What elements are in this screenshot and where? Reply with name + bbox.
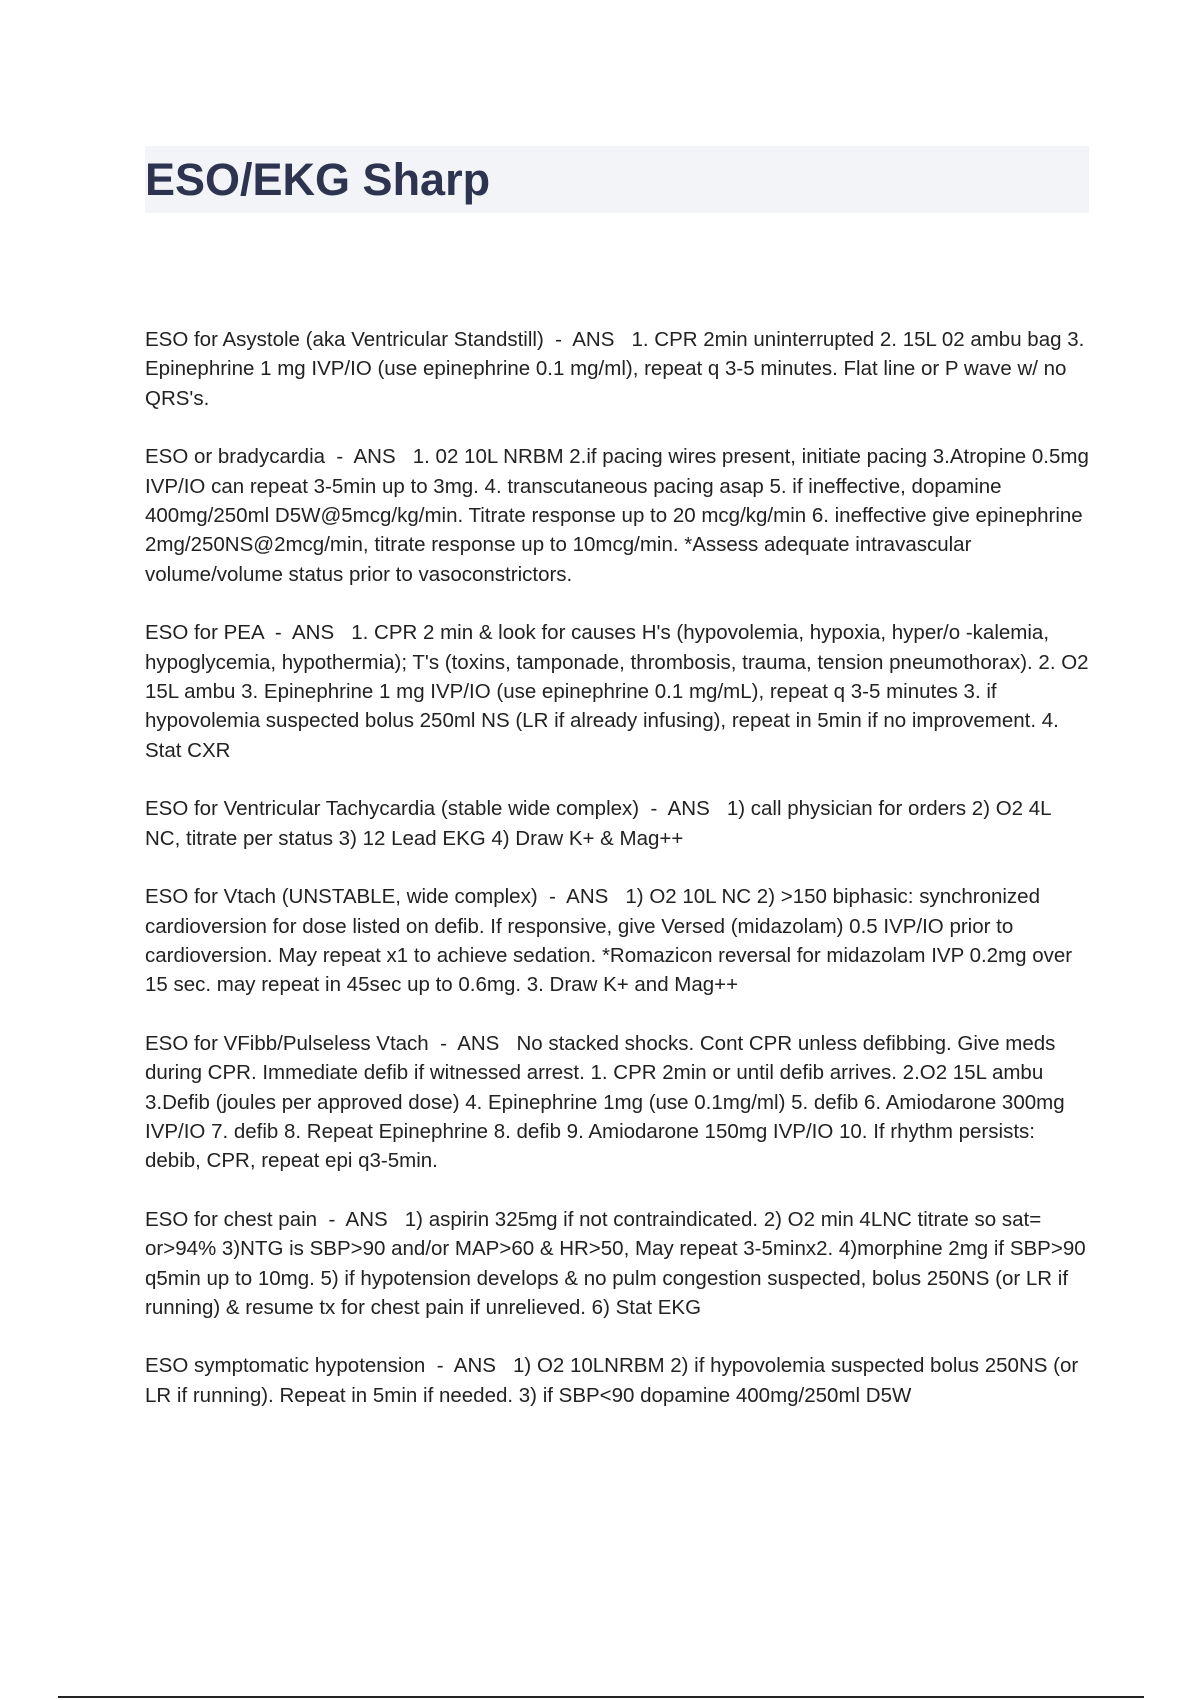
entry-question: ESO for Vtach (UNSTABLE, wide complex) xyxy=(145,885,538,909)
page-title: ESO/EKG Sharp xyxy=(145,154,491,205)
entry-question: ESO or bradycardia xyxy=(145,445,326,469)
flashcard-entry xyxy=(145,882,1090,1000)
flashcard-entry xyxy=(145,1351,1090,1410)
entry-answer: 1) O2 10LNRBM 2) if hypovolemia suspected bolus 250NS (or LR if running). Repeat in 5min if needed. 3) if SBP<90 dopamine 400mg/250ml D5W xyxy=(145,1354,1079,1407)
title-banner xyxy=(145,146,1089,213)
entry-answer-marker: - ANS xyxy=(263,621,352,645)
entry-answer: 1) call physician for orders 2) O2 4L NC, titrate per status 3) 12 Lead EKG 4) Draw K+ & Mag++ xyxy=(145,797,1051,850)
entry-question: ESO for chest pain xyxy=(145,1207,318,1231)
footer-divider xyxy=(58,1696,1144,1698)
entry-answer: 1. CPR 2min uninterrupted 2. 15L 02 ambu bag 3. Epinephrine 1 mg IVP/IO (use epinephrine 0.1 mg/ml), repeat q 3-5 minutes. Flat line or P wave w/ no QRS's. xyxy=(145,328,1085,410)
entry-question: ESO for VFibb/Pulseless Vtach xyxy=(145,1031,429,1055)
flashcard-entry xyxy=(145,442,1090,589)
entry-answer-marker: - ANS xyxy=(428,1031,517,1055)
entry-question: ESO for Ventricular Tachycardia (stable wide complex) xyxy=(145,797,640,821)
entry-answer: 1. 02 10L NRBM 2.if pacing wires present, initiate pacing 3.Atropine 0.5mg IVP/IO can repeat 3-5min up to 3mg. 4. transcutaneous pacing asap 5. if ineffective, dopamine 400mg/250ml D5W@5mcg/kg/min. Titrate response up to 20 mcg/kg/min 6. ineffective give epinephrine 2mg/250NS@2mcg/min, titrate response up to 10mcg/min. *Assess adequate intravascular volume/volume status prior to vasoconstrictors. xyxy=(145,445,1089,586)
entry-question: ESO symptomatic hypotension xyxy=(145,1354,426,1378)
entry-question: ESO for Asystole (aka Ventricular Standstill) xyxy=(145,328,544,351)
entry-answer-marker: - ANS xyxy=(537,885,626,909)
entry-answer: 1) O2 10L NC 2) >150 biphasic: synchronized cardioversion for dose listed on defib. If responsive, give Versed (midazolam) 0.5 IVP/IO prior to cardioversion. May repeat x1 to achieve sedation. *Romazicon reversal for midazolam IVP 0.2mg over 15 sec. may repeat in 45sec up to 0.6mg. 3. Draw K+ and Mag++ xyxy=(145,885,1073,997)
entry-answer: 1) aspirin 325mg if not contraindicated. 2) O2 min 4LNC titrate so sat= or>94% 3)NTG is SBP>90 and/or MAP>60 & HR>50, May repeat 3-5minx2. 4)morphine 2mg if SBP>90 q5min up to 10mg. 5) if hypotension develops & no pulm congestion suspected, bolus 250NS (or LR if running) & resume tx for chest pain if unrelieved. 6) Stat EKG xyxy=(145,1207,1086,1319)
entry-answer-marker: - ANS xyxy=(425,1354,514,1378)
entry-answer-marker: - ANS xyxy=(543,328,632,351)
entry-answer: No stacked shocks. Cont CPR unless defibbing. Give meds during CPR. Immediate defib if witnessed arrest. 1. CPR 2min or until defib arrives. 2.O2 15L ambu 3.Defib (joules per approved dose) 4. Epinephrine 1mg (use 0.1mg/ml) 5. defib 6. Amiodarone 300mg IVP/IO 7. defib 8. Repeat Epinephrine 8. defib 9. Amiodarone 150mg IVP/IO 10. If rhythm persists: debib, CPR, repeat epi q3-5min. xyxy=(145,1031,1065,1173)
flashcard-entry xyxy=(145,618,1090,765)
flashcard-entry xyxy=(145,1205,1090,1323)
entry-answer-marker: - ANS xyxy=(317,1207,405,1231)
flashcard-entry xyxy=(145,1029,1090,1176)
entry-answer: 1. CPR 2 min & look for causes H's (hypovolemia, hypoxia, hyper/o -kalemia, hypoglycemia, hypothermia); T's (toxins, tamponade, thrombosis, trauma, tension pneumothorax). 2. O2 15L ambu 3. Epinephrine 1 mg IVP/IO (use epinephrine 0.1 mg/mL), repeat q 3-5 minutes 3. if hypovolemia suspected bolus 250ml NS (LR if already infusing), repeat in 5min if no improvement. 4. Stat CXR xyxy=(145,621,1089,762)
flashcard-list xyxy=(145,325,1090,1439)
flashcard-entry xyxy=(145,794,1090,853)
entry-answer-marker: - ANS xyxy=(325,445,413,469)
flashcard-entry xyxy=(145,325,1090,413)
entry-question: ESO for PEA xyxy=(145,621,264,645)
entry-answer-marker: - ANS xyxy=(639,797,727,821)
